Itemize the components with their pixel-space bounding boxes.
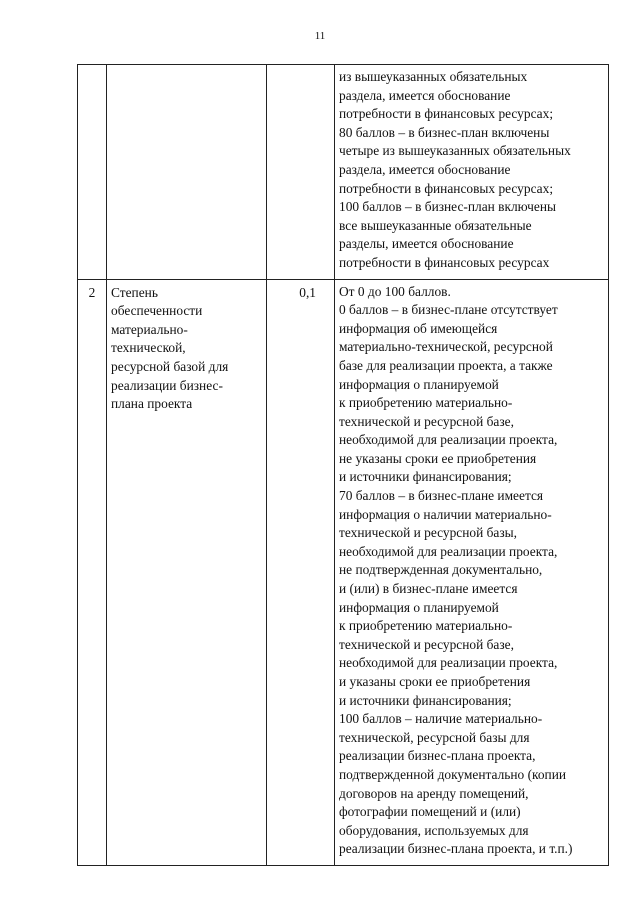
description-line: подтвержденной документально (копии <box>339 766 567 782</box>
criterion-line: технической, <box>111 340 186 356</box>
description-line: потребности в финансовых ресурсах <box>339 254 550 270</box>
description-line: информация об имеющейся <box>339 320 498 336</box>
criterion-line: реализации бизнес- <box>111 377 223 393</box>
description-line: 100 баллов – наличие материально- <box>339 711 543 727</box>
description-line: все вышеуказанные обязательные <box>339 217 532 233</box>
description-line: из вышеуказанных обязательных <box>339 69 528 84</box>
criterion-line: Степень <box>111 284 158 300</box>
description-line: фотографии помещений и (или) <box>339 804 521 820</box>
table-row-continuation <box>78 65 609 280</box>
description-line: технической, ресурсной базы для <box>339 729 530 745</box>
criterion-cell <box>107 65 267 280</box>
description-line: материально-технической, ресурсной <box>339 339 553 355</box>
description-line: к приобретению материально- <box>339 395 513 411</box>
weight-cell: 0,1 <box>267 279 335 865</box>
description-line: и источники финансирования; <box>339 692 512 708</box>
description-cell <box>335 65 609 280</box>
description-line: потребности в финансовых ресурсах; <box>339 180 554 196</box>
description-line: и источники финансирования; <box>339 469 512 485</box>
description-line: не подтвержденная документально, <box>339 562 543 578</box>
description-line: информация о планируемой <box>339 376 499 392</box>
weight-cell <box>267 65 335 280</box>
description-line: разделы, имеется обоснование <box>339 236 514 252</box>
criterion-line: обеспеченности <box>111 303 203 319</box>
description-line: раздела, имеется обоснование <box>339 161 511 177</box>
description-line: 70 баллов – в бизнес-плане имеется <box>339 488 544 504</box>
description-line: 100 баллов – в бизнес-план включены <box>339 199 557 215</box>
description-line: технической и ресурсной базе, <box>339 413 514 429</box>
description-line: к приобретению материально- <box>339 618 513 634</box>
description-line: информация о планируемой <box>339 599 499 615</box>
criteria-table-body <box>78 65 609 866</box>
description-line: От 0 до 100 баллов. <box>339 283 451 299</box>
description-line: технической и ресурсной базе, <box>339 636 514 652</box>
description-line: 80 баллов – в бизнес-план включены <box>339 124 550 140</box>
row-number-cell <box>78 65 107 280</box>
description-line: реализации бизнес-плана проекта, и т.п.) <box>339 841 573 857</box>
description-line: необходимой для реализации проекта, <box>339 543 558 559</box>
description-line: необходимой для реализации проекта, <box>339 655 558 671</box>
description-line: оборудования, используемых для <box>339 822 529 838</box>
description-line: базе для реализации проекта, а также <box>339 357 553 373</box>
description-line: реализации бизнес-плана проекта, <box>339 748 536 764</box>
description-line: договоров на аренду помещений, <box>339 785 529 801</box>
description-line: не указаны сроки ее приобретения <box>339 450 537 466</box>
criteria-table <box>77 64 609 866</box>
description-line: потребности в финансовых ресурсах; <box>339 106 554 122</box>
table-row-criterion-2 <box>78 279 609 865</box>
description-line: необходимой для реализации проекта, <box>339 432 558 448</box>
description-line: 0 баллов – в бизнес-плане отсутствует <box>339 302 558 318</box>
description-line: раздела, имеется обоснование <box>339 87 511 103</box>
description-line: четыре из вышеуказанных обязательных <box>339 143 571 159</box>
criterion-line: ресурсной базой для <box>111 358 229 374</box>
description-cell <box>335 279 609 865</box>
description-line: и указаны сроки ее приобретения <box>339 674 531 689</box>
page-number: 11 <box>314 30 326 42</box>
criterion-line: материально- <box>111 321 188 337</box>
description-line: информация о наличии материально- <box>339 506 552 522</box>
row-number-cell: 2 <box>78 279 107 865</box>
description-line: технической и ресурсной базы, <box>339 525 517 541</box>
criterion-line: плана проекта <box>111 396 193 412</box>
description-line: и (или) в бизнес-плане имеется <box>339 581 518 597</box>
criterion-cell <box>107 279 267 865</box>
